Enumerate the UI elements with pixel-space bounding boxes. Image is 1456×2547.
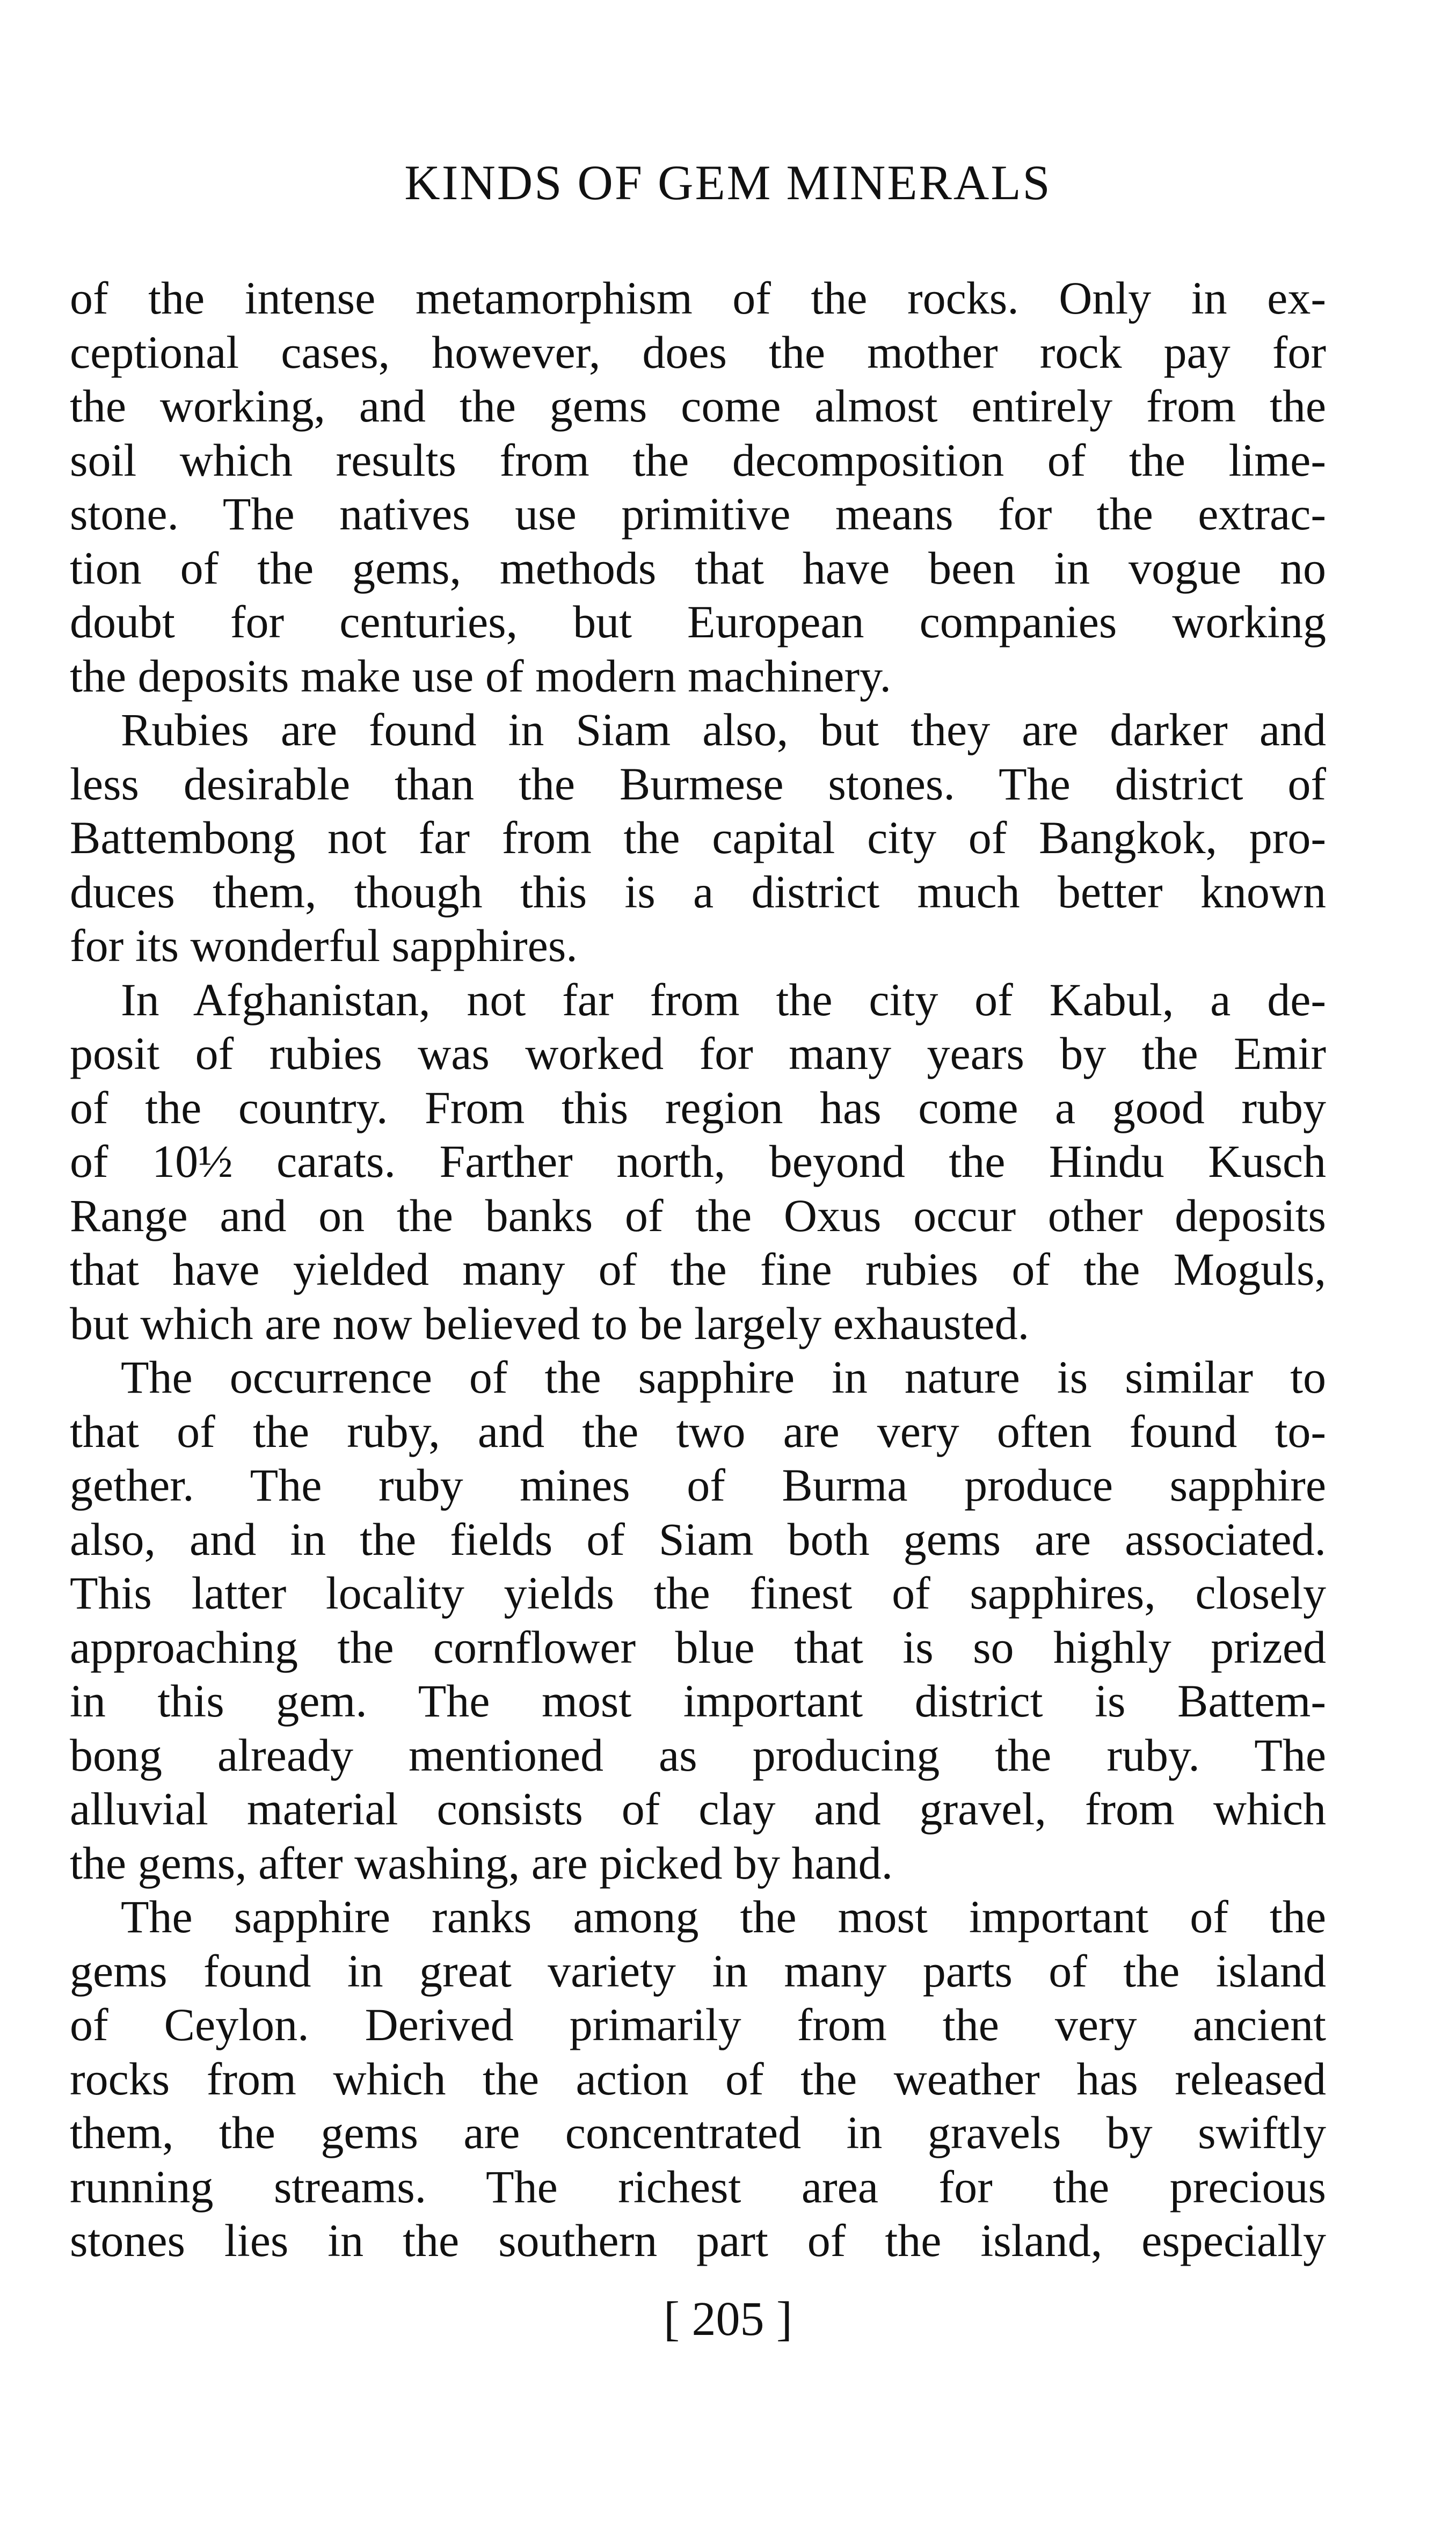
text-line: the gems, after washing, are picked by hand.	[70, 1837, 893, 1889]
paragraph	[70, 1350, 1326, 1890]
text-line: less desirable than the Burmese stones. The district of	[70, 758, 1326, 810]
text-line: The sapphire ranks among the most important of the	[121, 1891, 1326, 1942]
text-line: tion of the gems, methods that have been in vogue no	[70, 542, 1326, 594]
text-line: gether. The ruby mines of Burma produce sapphire	[70, 1459, 1326, 1511]
paragraph	[70, 703, 1326, 973]
text-line: of the intense metamorphism of the rocks. Only in ex-	[70, 272, 1326, 324]
text-line: approaching the cornflower blue that is so highly prized	[70, 1621, 1326, 1673]
paragraph	[70, 271, 1326, 703]
text-line: duces them, though this is a district much better known	[70, 865, 1326, 918]
paragraph	[70, 1890, 1326, 2268]
text-line: alluvial material consists of clay and gravel, from which	[70, 1783, 1326, 1835]
running-head: KINDS OF GEM MINERALS	[404, 155, 1052, 210]
text-line: of the country. From this region has come a good ruby	[70, 1081, 1326, 1133]
text-line: bong already mentioned as producing the ruby. The	[70, 1729, 1326, 1781]
text-line: in this gem. The most important district is Battem-	[70, 1675, 1326, 1727]
text-line: that have yielded many of the fine rubies of the Moguls,	[70, 1243, 1326, 1295]
text-line: Range and on the banks of the Oxus occur other deposits	[70, 1189, 1326, 1241]
text-line: doubt for centuries, but European companies working	[70, 596, 1326, 647]
text-line: In Afghanistan, not far from the city of Kabul, a de-	[121, 973, 1326, 1025]
text-line: The occurrence of the sapphire in nature is similar to	[121, 1351, 1326, 1403]
text-line: that of the ruby, and the two are very often found to-	[70, 1405, 1326, 1457]
text-line: soil which results from the decomposition of the lime-	[70, 434, 1326, 486]
paragraph	[70, 973, 1326, 1351]
text-line: gems found in great variety in many parts of the island	[70, 1945, 1326, 1997]
text-line: Rubies are found in Siam also, but they are darker and	[121, 704, 1326, 755]
text-line: Battembong not far from the capital city of Bangkok, pro-	[70, 812, 1326, 863]
text-line: the working, and the gems come almost entirely from the	[70, 380, 1326, 432]
text-line: also, and in the fields of Siam both gems are associated.	[70, 1513, 1326, 1565]
text-line: of Ceylon. Derived primarily from the very ancient	[70, 1999, 1326, 2050]
text-line: stone. The natives use primitive means for the extrac-	[70, 488, 1326, 540]
text-line: them, the gems are concentrated in gravels by swiftly	[70, 2107, 1326, 2158]
text-line: rocks from which the action of the weather has released	[70, 2053, 1326, 2105]
text-line: of 10½ carats. Farther north, beyond the Hindu Kusch	[70, 1136, 1326, 1187]
text-line: for its wonderful sapphires.	[70, 920, 578, 971]
page-number: [ 205 ]	[664, 2293, 792, 2346]
text-line: the deposits make use of modern machinery.	[70, 650, 892, 702]
text-line: This latter locality yields the finest of sapphires, closely	[70, 1567, 1326, 1619]
text-line: stones lies in the southern part of the island, especially	[70, 2215, 1326, 2266]
text-line: but which are now believed to be largely exhausted.	[70, 1297, 1030, 1349]
body-text	[70, 271, 1326, 2268]
text-line: running streams. The richest area for the precious	[70, 2160, 1326, 2213]
text-line: posit of rubies was worked for many years by the Emir	[70, 1028, 1326, 1079]
text-line: ceptional cases, however, does the mother rock pay for	[70, 326, 1326, 378]
